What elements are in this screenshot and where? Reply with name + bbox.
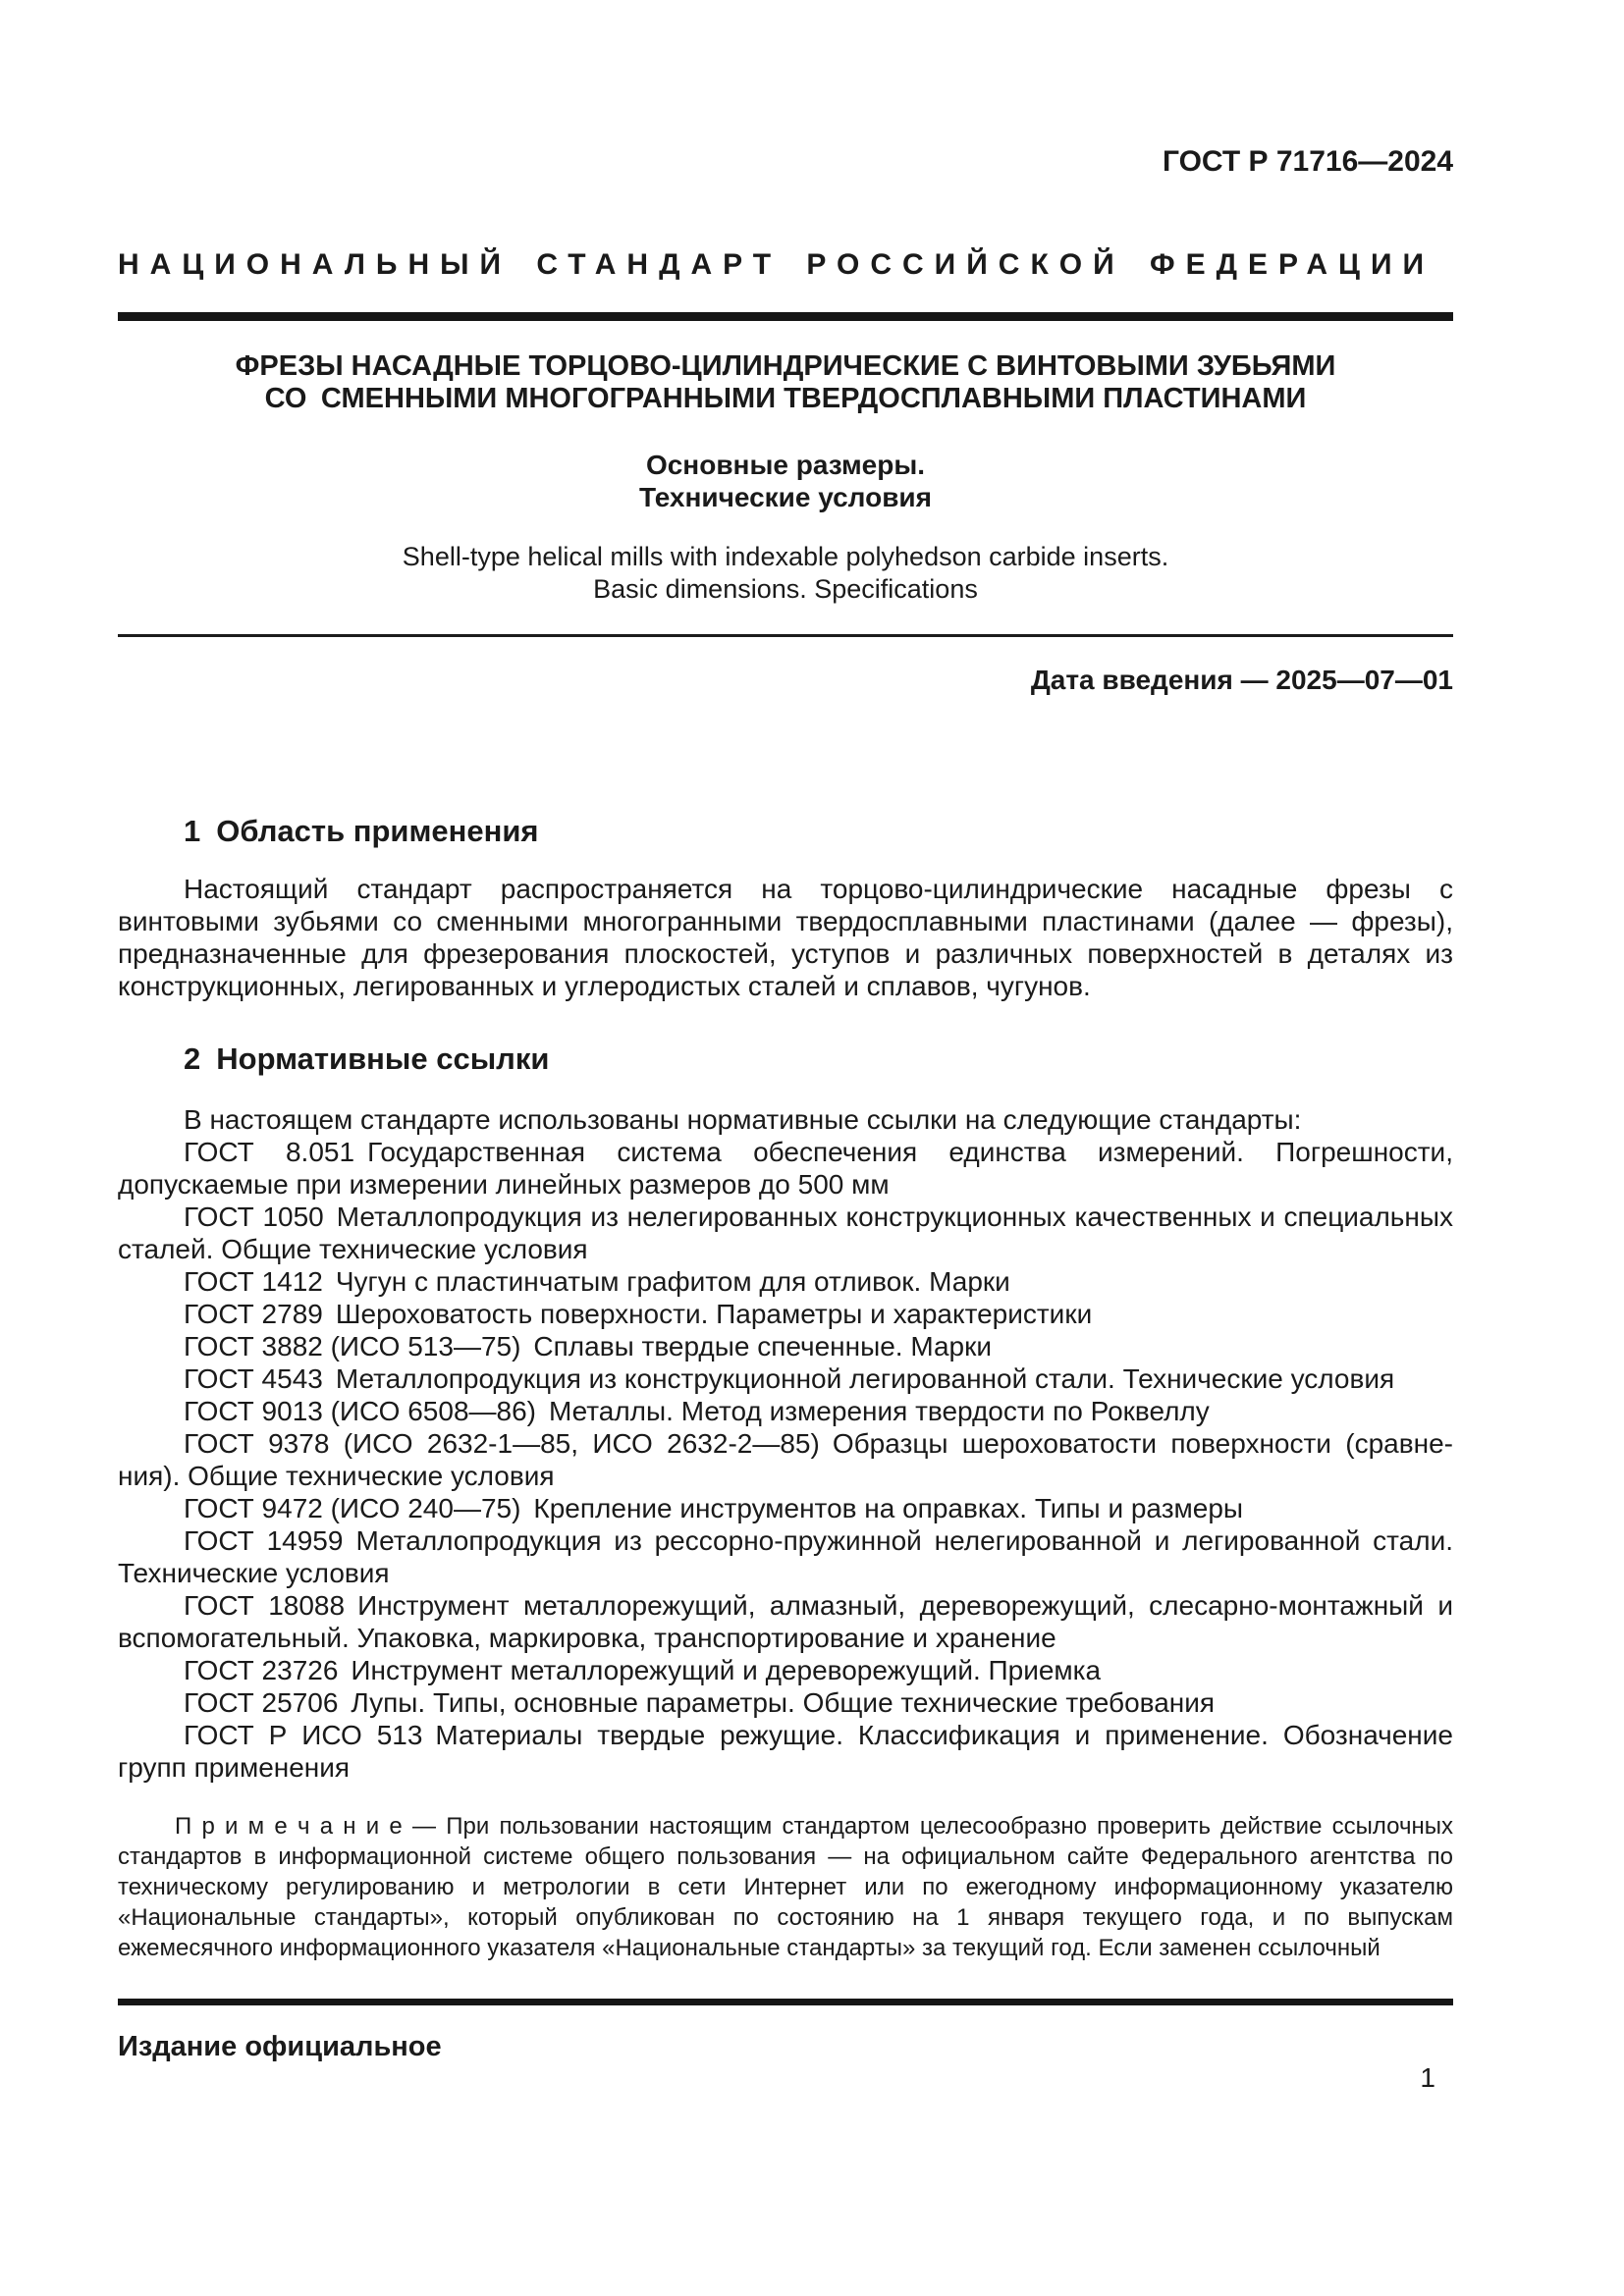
- reference-item: [118, 1298, 1453, 1330]
- reference-title: Металлопродукция из нелегированных конструкционных качественных и специальных сталей. Общие технические условия: [118, 1201, 1453, 1264]
- doc-subtitle: [118, 449, 1453, 513]
- reference-title: Материалы твердые режущие. Классификация и применение. Обозначение групп применения: [118, 1720, 1453, 1783]
- reference-item: [118, 1362, 1453, 1395]
- note-label: П р и м е ч а н и е: [175, 1813, 403, 1840]
- reference-title: Металлопродукция из конструкционной легированной стали. Технические условия: [335, 1363, 1395, 1394]
- reference-title: Образцы шероховатости поверхности (сравнения). Общие технические условия: [118, 1428, 1453, 1491]
- reference-item: [118, 1265, 1453, 1298]
- reference-code: ГОСТ 1050: [184, 1201, 324, 1232]
- reference-title: Металлы. Метод измерения твердости по Роквеллу: [548, 1396, 1210, 1426]
- reference-title: Государственная система обеспечения единства измерений. Погрешности, допускаемые при измерении линейных размеров до 500 мм: [118, 1137, 1453, 1200]
- doc-subtitle-line1: Основные размеры.: [645, 450, 926, 480]
- reference-item: [118, 1395, 1453, 1427]
- header-divider-bar: [118, 312, 1453, 321]
- references-list: [118, 1136, 1453, 1784]
- imprint-note: Издание официальное: [118, 2031, 442, 2062]
- reference-item: [118, 1136, 1453, 1201]
- reference-title: Шероховатость поверхности. Параметры и характеристики: [335, 1299, 1093, 1329]
- reference-title: Инструмент металлорежущий, алмазный, дереворежущий, слесарно-монтажный и вспомогательный. Упаковка, маркировка, транспортирование и хранение: [118, 1590, 1453, 1653]
- page-number: 1: [1420, 2062, 1435, 2093]
- reference-code: ГОСТ 9472 (ИСО 240—75): [184, 1493, 521, 1523]
- reference-code: ГОСТ 4543: [184, 1363, 323, 1394]
- title-divider-rule: [118, 634, 1453, 637]
- page-content: [118, 144, 1453, 2063]
- reference-item: [118, 1330, 1453, 1362]
- doc-title-ru-line2: СО СМЕННЫМИ МНОГОГРАННЫМИ ТВЕРДОСПЛАВНЫМИ ПЛАСТИНАМИ: [264, 383, 1307, 414]
- note-body: — При пользовании настоящим стандартом целесообразно проверить действие ссылочных стандартов в информационной системе общего пользования — на официальном сайте Федерального агентства по техническому регулированию и метрологии в сети Интернет или по ежегодному информационному указателю «Национальные стандарты», который опубликован по состоянию на 1 января текущего года, и по выпускам ежемесячного информационного указателя «Национальные стандарты» за текущий год. Если заменен ссылочный: [118, 1813, 1454, 1961]
- reference-code: ГОСТ 1412: [184, 1266, 323, 1297]
- reference-title: Сплавы твердые спеченные. Марки: [533, 1331, 993, 1362]
- reference-code: ГОСТ 8.051: [184, 1137, 355, 1167]
- reference-item: [118, 1589, 1453, 1654]
- reference-item: [118, 1427, 1453, 1492]
- reference-title: Чугун с пластинчатым графитом для отливок. Марки: [335, 1266, 1010, 1297]
- reference-item: [118, 1524, 1453, 1589]
- reference-item: [118, 1654, 1453, 1686]
- national-standard-banner: НАЦИОНАЛЬНЫЙ СТАНДАРТ РОССИЙСКОЙ ФЕДЕРАЦИИ: [118, 248, 1435, 281]
- doc-code-header: ГОСТ Р 71716—2024: [1162, 145, 1453, 178]
- section-2-number: 2: [184, 1041, 201, 1076]
- doc-title-en-line1: Shell-type helical mills with indexable polyhedson carbide inserts.: [402, 542, 1169, 571]
- section-1-heading: [184, 813, 1453, 850]
- doc-title-ru: [118, 350, 1453, 415]
- reference-item: [118, 1492, 1453, 1524]
- doc-subtitle-line2: Технические условия: [639, 482, 932, 512]
- reference-code: ГОСТ 3882 (ИСО 513—75): [184, 1331, 521, 1362]
- reference-code: ГОСТ 2789: [184, 1299, 323, 1329]
- section-1-number: 1: [184, 814, 201, 848]
- section-2-heading: [184, 1041, 1453, 1078]
- reference-code: ГОСТ Р ИСО 513: [184, 1720, 423, 1750]
- reference-code: ГОСТ 14959: [184, 1525, 344, 1556]
- doc-title-en-line2: Basic dimensions. Specifications: [593, 574, 978, 604]
- doc-title-ru-line1: ФРЕЗЫ НАСАДНЫЕ ТОРЦОВО-ЦИЛИНДРИЧЕСКИЕ С ВИНТОВЫМИ ЗУБЬЯМИ: [235, 350, 1336, 382]
- reference-item: [118, 1686, 1453, 1719]
- reference-code: ГОСТ 9013 (ИСО 6508—86): [184, 1396, 536, 1426]
- section-2-title: Нормативные ссылки: [216, 1041, 550, 1076]
- refs-intro: В настоящем стандарте использованы нормативные ссылки на следующие стандарты:: [184, 1104, 1302, 1135]
- effective-date: Дата введения — 2025—07—01: [1030, 665, 1453, 695]
- note-paragraph: [118, 1811, 1453, 1963]
- reference-code: ГОСТ 18088: [184, 1590, 346, 1621]
- reference-code: ГОСТ 9378 (ИСО 2632-1—85, ИСО 2632-2—85): [184, 1428, 820, 1459]
- section-1-paragraph: Настоящий стандарт распространяется на торцово-цилиндрические насадные фрезы с винтовыми зубьями со сменными многогранными твердосплавными пластинами (далее — фрезы), предназначенные для фрезерования плоскостей, уступов и различных поверхностей в деталях из конструкционных, легированных и углеродистых сталей и сплавов, чугунов.: [118, 874, 1453, 1001]
- reference-code: ГОСТ 23726: [184, 1655, 339, 1685]
- reference-title: Инструмент металлорежущий и дереворежущий. Приемка: [351, 1655, 1102, 1685]
- reference-item: [118, 1719, 1453, 1784]
- reference-title: Металлопродукция из рессорно-пружинной нелегированной и легированной стали. Технические условия: [118, 1525, 1454, 1588]
- reference-title: Крепление инструментов на оправках. Типы и размеры: [533, 1493, 1244, 1523]
- reference-code: ГОСТ 25706: [184, 1687, 339, 1718]
- section-1-title: Область применения: [216, 814, 539, 848]
- doc-title-en: [118, 541, 1453, 606]
- reference-item: [118, 1201, 1453, 1265]
- reference-title: Лупы. Типы, основные параметры. Общие технические требования: [351, 1687, 1216, 1718]
- footer-divider-bar: [118, 1999, 1453, 2005]
